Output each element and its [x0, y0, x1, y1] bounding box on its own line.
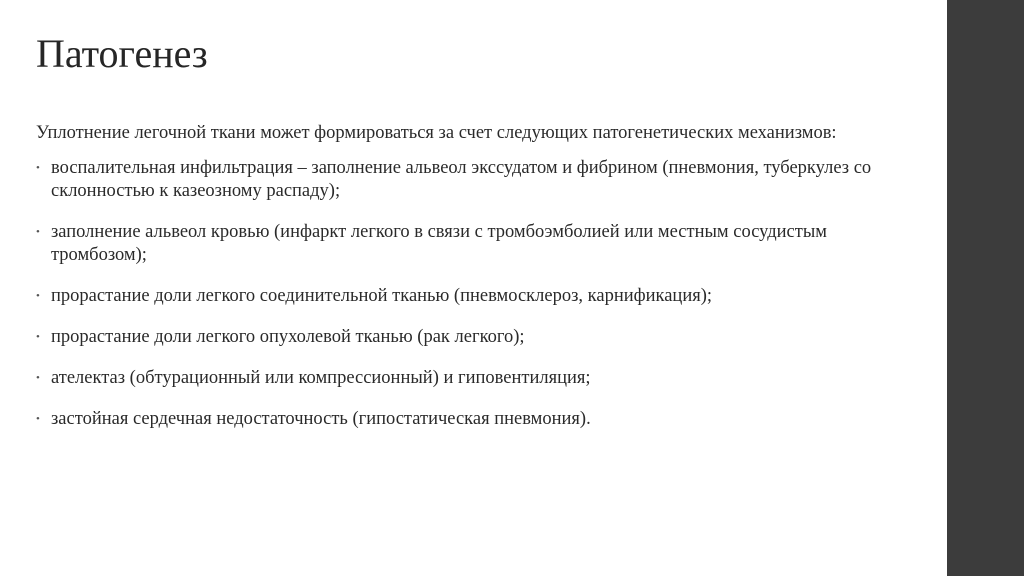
bullet-text: прорастание доли легкого соединительной тканью (пневмосклероз, карнификация);	[51, 286, 713, 306]
side-bar	[947, 0, 1024, 576]
bullet-item	[36, 285, 896, 308]
bullet-icon: •	[36, 226, 40, 238]
bullet-text: воспалительная инфильтрация – заполнение альвеол экссудатом и фибрином (пневмония, туберкулез со склонностью к казеозному распаду);	[51, 158, 872, 201]
bullet-icon: •	[36, 162, 40, 174]
bullet-item	[36, 157, 896, 203]
bullet-text: заполнение альвеол кровью (инфаркт легкого в связи с тромбоэмболией или местным сосудистым тромбозом);	[51, 222, 827, 265]
intro-text: Уплотнение легочной ткани может формироваться за счет следующих патогенетических механизмов:	[36, 123, 837, 143]
bullet-item	[36, 326, 896, 349]
bullet-text: застойная сердечная недостаточность (гипостатическая пневмония).	[51, 409, 591, 429]
bullet-item	[36, 408, 896, 431]
slide-content	[36, 122, 896, 431]
slide-title: Патогенез	[36, 31, 208, 76]
bullet-icon: •	[36, 331, 40, 343]
bullet-text: ателектаз (обтурационный или компрессионный) и гиповентиляция;	[51, 368, 591, 388]
bullet-icon: •	[36, 372, 40, 384]
bullet-item	[36, 221, 896, 267]
bullet-icon: •	[36, 290, 40, 302]
bullet-item	[36, 367, 896, 390]
bullet-text: прорастание доли легкого опухолевой тканью (рак легкого);	[51, 327, 525, 347]
bullet-list	[36, 157, 896, 431]
bullet-icon: •	[36, 413, 40, 425]
